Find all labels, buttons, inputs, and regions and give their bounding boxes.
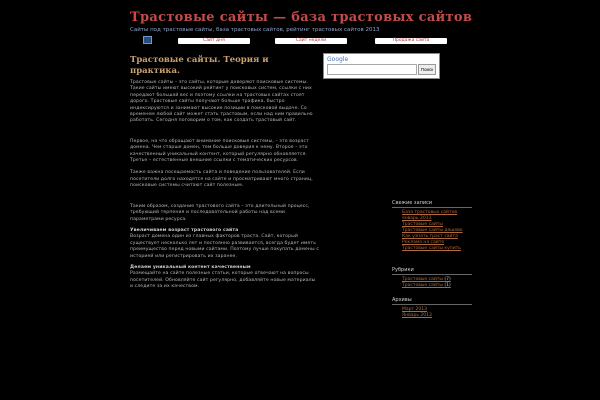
google-logo: Google bbox=[327, 56, 349, 63]
rubric-count: (1) bbox=[444, 283, 451, 288]
paragraph-3: Также важна посещаемость сайта и поведение пользователей. Если посетители долго находятся на сайте и просматривают много страниц, поисковые системы считают сайт полезным. bbox=[130, 170, 313, 189]
paragraph-4: Таким образом, создание трастового сайта – это длительный процесс, требующий терпения и последовательной работы над всеми параметрами ресурса. bbox=[130, 203, 310, 222]
subheading-age: Увеличиваем возраст трастового сайта bbox=[130, 227, 239, 233]
paragraph-2: Первое, на что обращают внимание поисковые системы, – это возраст домена. Чем старше домен, тем больше доверия к нему. Второе – это качественный уникальный контент, который регулярно обновляется. Третье – естественные внешние ссылки с тематических ресурсов. bbox=[130, 138, 309, 164]
subheading-content: Делаем уникальный контент качественным bbox=[130, 264, 251, 270]
site-title-text: растовые сайты — база трастовых сайтов bbox=[139, 10, 473, 25]
recent-posts-widget bbox=[392, 200, 472, 252]
paragraph-5: Возраст домена один из главных факторов траста. Сайт, который существует несколько лет и постоянно развивается, всегда будет иметь преимущество перед новыми сайтами. Поэтому лучше покупать домены с историей или регистрировать их заранее. bbox=[130, 234, 319, 259]
archive-link[interactable]: Март 2013 bbox=[402, 307, 428, 312]
top-nav bbox=[140, 35, 450, 45]
recent-post-link[interactable]: Трастовые сайты bbox=[402, 222, 443, 227]
rubric-label: Трастовые сайты bbox=[402, 277, 443, 282]
site-title[interactable] bbox=[130, 10, 600, 25]
site-subtitle: Сайты под трастовые сайты, база трастовых сайтов, рейтинг трастовых сайтов 2013 bbox=[130, 27, 380, 33]
nav-tab-site-sale[interactable]: Продажа сайта bbox=[375, 38, 447, 44]
recent-post-link[interactable]: Трастовые сайты дешево bbox=[402, 228, 463, 233]
archive-link[interactable]: Январь 2013 bbox=[402, 313, 432, 318]
rubrics-widget bbox=[392, 267, 472, 289]
paragraph-6: Размещайте на сайте полезные статьи, которые отвечают на вопросы посетителей. Обновляйте сайт регулярно, добавляйте новые материалы и следите за их качеством. bbox=[130, 271, 316, 290]
google-search-box bbox=[323, 53, 440, 79]
archive-widget bbox=[392, 297, 472, 319]
post-title[interactable]: Трастовые сайты. Теория и практика. bbox=[130, 55, 269, 76]
rubric-count: (7) bbox=[444, 277, 451, 282]
paragraph-1: Трастовые сайты – это сайты, которым доверяют поисковые системы. Такие сайты имеют высокий рейтинг у поисковых систем, ссылки с них передают большой вес и поэтому ссылки на трастовых сайтах стоят дорого. Трастовые сайты получают больше трафика, быстро индексируются и занимают высокие позиции в поисковой выдаче. Со временем любой сайт может стать трастовым, если над ним правильно работать. Сегодня поговорим о том, как создать трастовый сайт. bbox=[130, 80, 313, 124]
article bbox=[130, 55, 320, 291]
nav-tab-site-of-day[interactable]: Сайт дня bbox=[178, 38, 250, 44]
nav-tab-site-of-week[interactable]: Сайт недели bbox=[275, 38, 347, 44]
recent-posts-title: Свежие записи bbox=[392, 200, 472, 208]
site-title-first-letter: Т bbox=[130, 10, 140, 25]
archive-title: Архивы bbox=[392, 297, 472, 305]
home-icon[interactable] bbox=[143, 36, 152, 44]
rubric-link[interactable] bbox=[402, 283, 472, 289]
rubric-label: Трастовые сайты bbox=[402, 283, 443, 288]
recent-post-link[interactable]: Трастовые сайты купить bbox=[402, 246, 461, 251]
recent-post-link[interactable]: Реклама на сайте bbox=[402, 240, 445, 245]
rubrics-title: Рубрики bbox=[392, 267, 472, 275]
recent-post-link[interactable]: База трастовых сайтов январь 2013 bbox=[402, 210, 457, 221]
recent-post-link[interactable]: Как узнать траст сайта bbox=[402, 234, 458, 239]
search-input[interactable] bbox=[327, 64, 417, 75]
search-button[interactable]: Поиск bbox=[418, 64, 436, 75]
site-header bbox=[130, 10, 600, 33]
